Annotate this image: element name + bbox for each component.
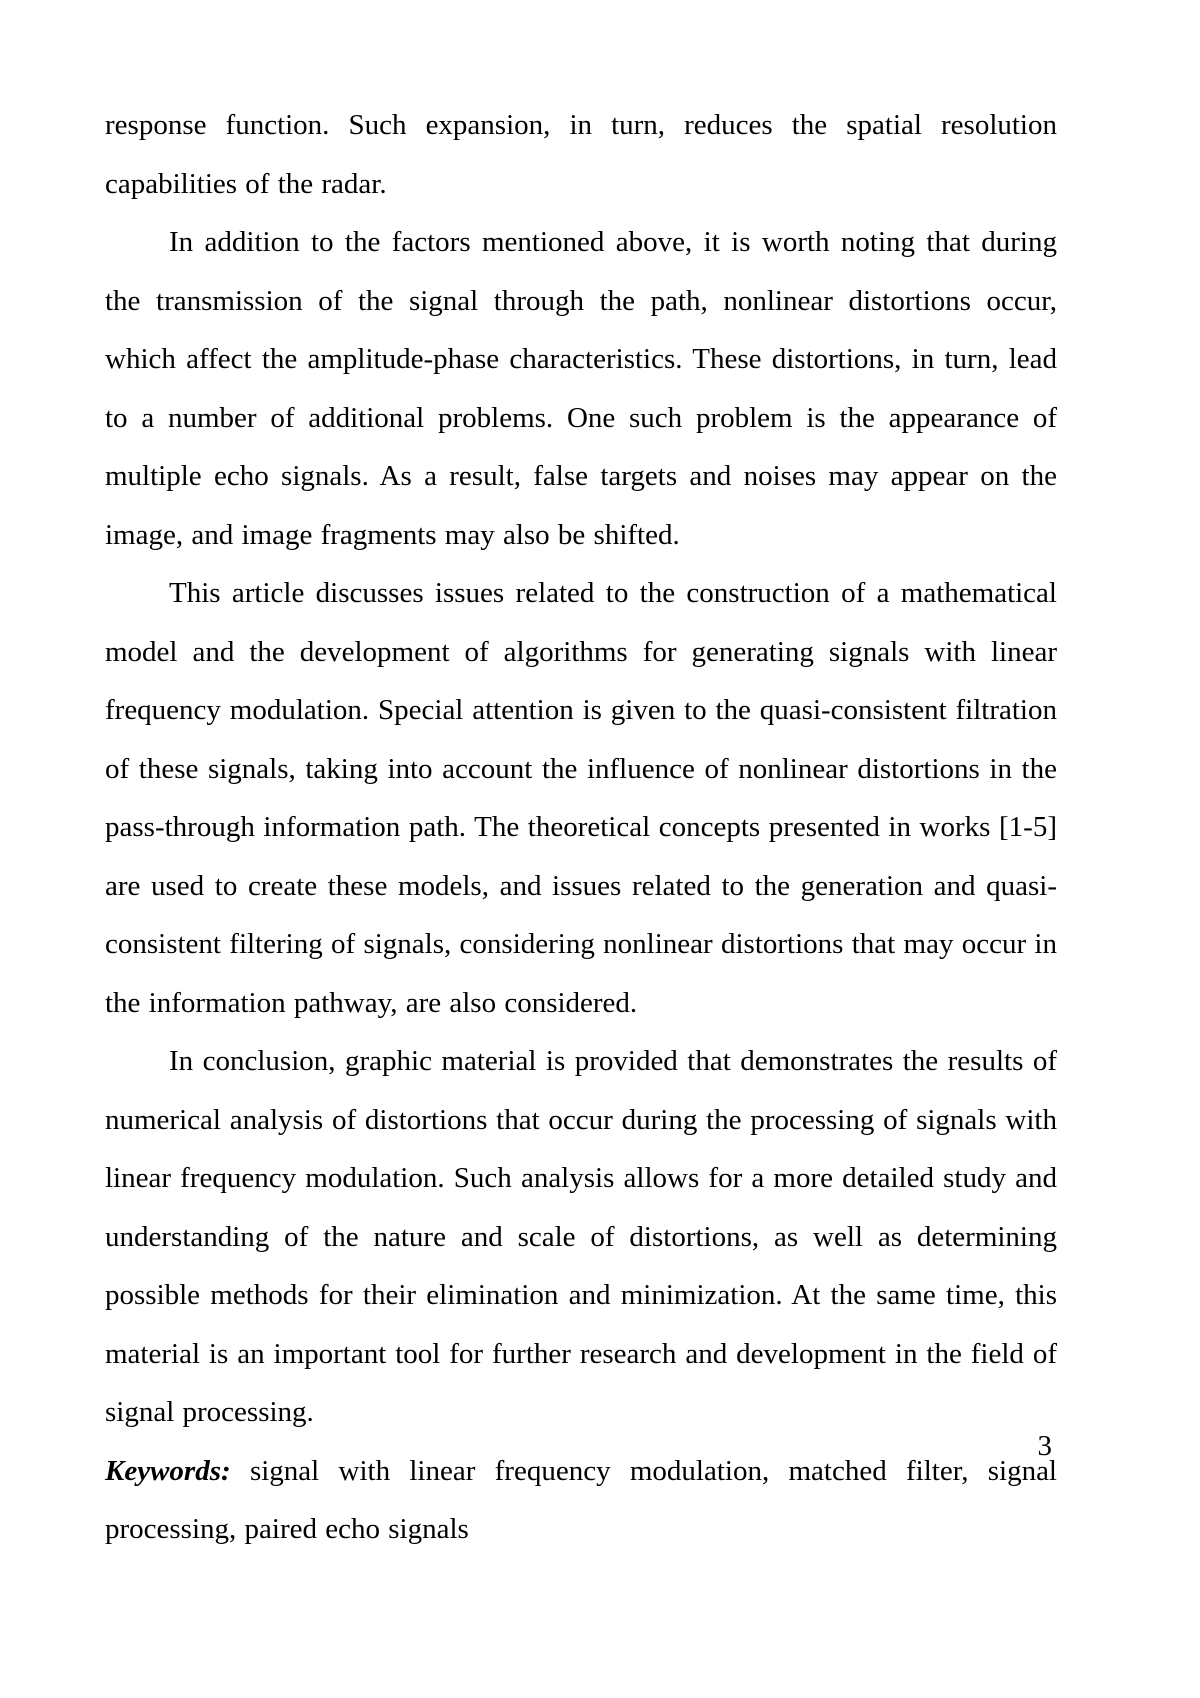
paragraph-in-addition: In addition to the factors mentioned above, it is worth noting that during the transmission of the signal through the path, nonlinear distortions occur, which affect the amplitude-phase characteristics. These distortions, in turn, lead to a number of additional problems. One such problem is the appearance of multiple echo signals. As a result, false targets and noises may appear on the image, and image fragments may also be shifted.: [105, 226, 1057, 551]
paragraph-response-function: response function. Such expansion, in turn, reduces the spatial resolution capabilities of the radar.: [105, 109, 1057, 200]
keywords-label: Keywords:: [105, 1454, 231, 1487]
page-number: 3: [1037, 1430, 1052, 1462]
paragraph-keywords: [105, 1442, 1057, 1559]
paragraph-in-conclusion: In conclusion, graphic material is provided that demonstrates the results of numerical analysis of distortions that occur during the processing of signals with linear frequency modulation. Such analysis allows for a more detailed study and understanding of the nature and scale of distortions, as well as determining possible methods for their elimination and minimization. At the same time, this material is an important tool for further research and development in the field of signal processing.: [105, 1045, 1057, 1428]
text-block: [105, 96, 1057, 1559]
paragraph-this-article: This article discusses issues related to the construction of a mathematical model and the development of algorithms for generating signals with linear frequency modulation. Special attention is given to the quasi-consistent filtration of these signals, taking into account the influence of nonlinear distortions in the pass-through information path. The theoretical concepts presented in works [1-5] are used to create these models, and issues related to the generation and quasi-consistent filtering of signals, considering nonlinear distortions that may occur in the information pathway, are also considered.: [105, 577, 1057, 1019]
keywords-text: signal with linear frequency modulation, matched filter, signal processing, paired echo signals: [105, 1454, 1057, 1545]
